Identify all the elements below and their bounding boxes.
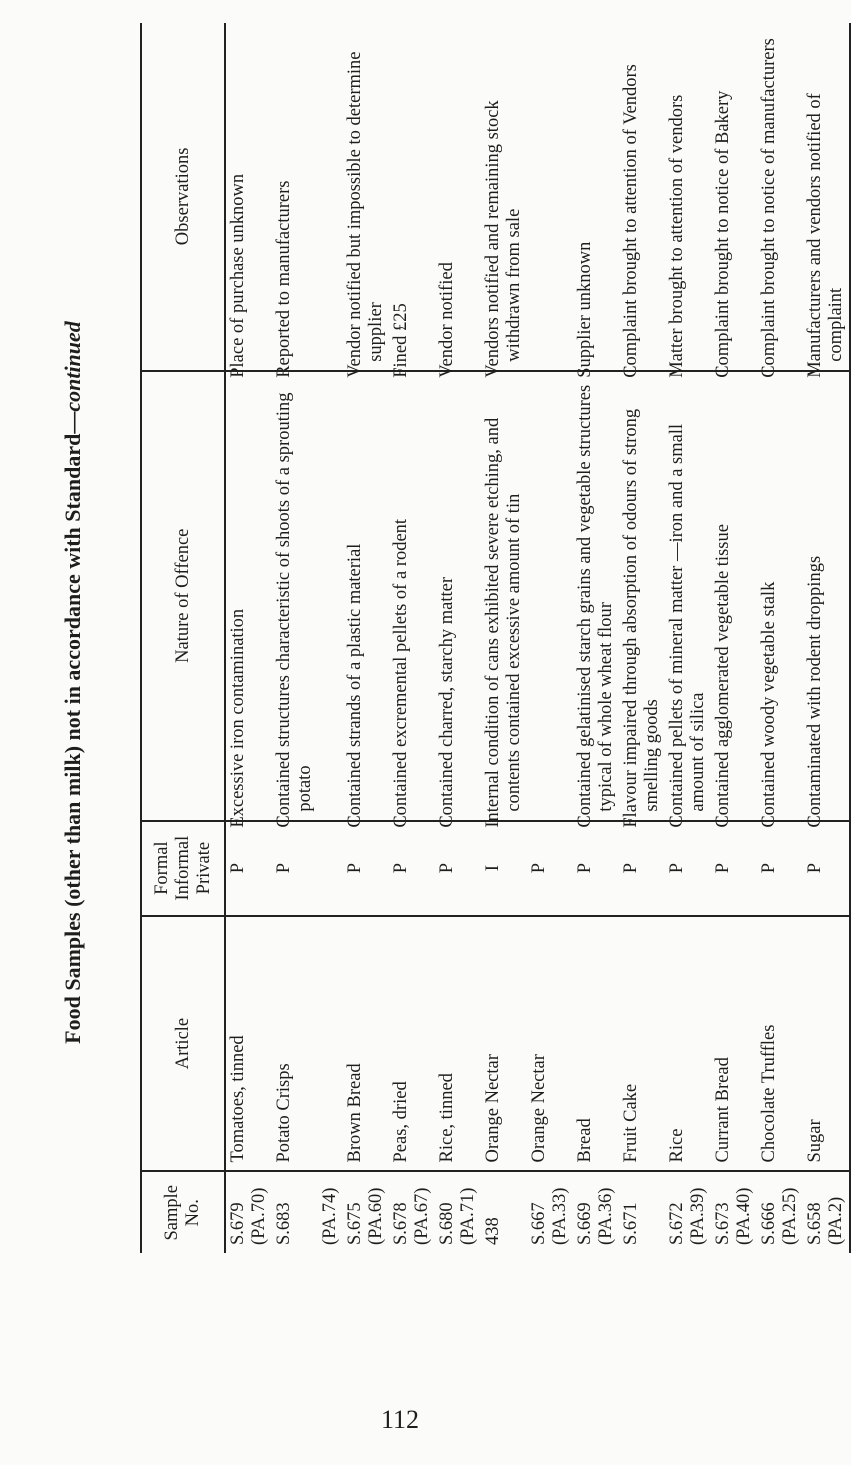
cell-sample-no: S.671 [621, 1202, 641, 1245]
cell-type: P [757, 821, 803, 916]
cell-sample-no: S.675 (PA.60) [345, 1187, 386, 1245]
cell-sample-no: S.680 (PA.71) [437, 1187, 478, 1245]
table-row [343, 23, 389, 1253]
cell-article: Potato Crisps [272, 916, 318, 1172]
table-row [527, 23, 573, 1253]
table-row [573, 23, 619, 1253]
cell-nature: Contained charred, starchy matter [435, 371, 481, 821]
cell-nature: Flavour impaired through absorption of odours of strong smelling goods [619, 371, 665, 821]
cell-article [318, 916, 343, 1172]
cell-nature: Contained agglomerated vegetable tissue [711, 371, 757, 821]
cell-article: Orange Nectar [481, 916, 527, 1172]
cell-article: Bread [573, 916, 619, 1172]
cell-article: Tomatoes, tinned [225, 916, 272, 1172]
cell-nature: Contained excremental pellets of a rodent [389, 371, 435, 821]
cell-nature [527, 371, 573, 821]
table-row [225, 23, 272, 1253]
cell-nature: Excessive iron contamination [225, 371, 272, 821]
cell-article: Fruit Cake [619, 916, 665, 1172]
cell-sample-no: (PA.74) [320, 1187, 340, 1245]
cell-sample-no: S.678 (PA.67) [391, 1187, 432, 1245]
cell-article: Rice [665, 916, 711, 1172]
cell-article: Peas, dried [389, 916, 435, 1172]
cell-observations: Vendors notified and remaining stock withdrawn from sale [481, 23, 527, 371]
table-row [435, 23, 481, 1253]
cell-sample-no: S.673 (PA.40) [713, 1187, 754, 1245]
cell-sample-no: S.683 [274, 1202, 294, 1245]
cell-observations [318, 23, 343, 371]
cell-nature: Contained woody vegetable stalk [757, 371, 803, 821]
title-continued: continued [60, 321, 85, 412]
table-row [389, 23, 435, 1253]
cell-type [318, 821, 343, 916]
cell-sample-no: S.666 (PA.25) [759, 1187, 800, 1245]
samples-table [140, 23, 851, 1253]
cell-type: P [619, 821, 665, 916]
cell-sample-no: S.658 (PA.2) [803, 1171, 850, 1253]
cell-article: Chocolate Truffles [757, 916, 803, 1172]
cell-type: I [481, 821, 527, 916]
header-row [141, 23, 225, 1253]
cell-nature: Contained strands of a plastic material [343, 371, 389, 821]
cell-observations: Matter brought to attention of vendors [665, 23, 711, 371]
page-title [60, 0, 86, 1365]
cell-nature [318, 371, 343, 821]
cell-observations: Complaint brought to notice of Bakery [711, 23, 757, 371]
cell-observations: Vendor notified [435, 23, 481, 371]
cell-article: Sugar [803, 916, 850, 1172]
header-article: Article [141, 916, 225, 1172]
cell-type: P [435, 821, 481, 916]
cell-article: Orange Nectar [527, 916, 573, 1172]
cell-sample-no: S.679 (PA.70) [228, 1187, 269, 1245]
table-row [711, 23, 757, 1253]
cell-sample-no: S.667 (PA.33) [529, 1187, 570, 1245]
cell-sample-no: 438 [483, 1217, 503, 1245]
cell-type: P [573, 821, 619, 916]
header-type: Formal Informal Private [141, 821, 225, 916]
table-body [225, 23, 850, 1253]
cell-nature: Contained gelatinised starch grains and vegetable structures typical of whole wheat flour [573, 371, 619, 821]
cell-type: P [527, 821, 573, 916]
cell-sample-no: S.672 (PA.39) [667, 1187, 708, 1245]
cell-observations: Fined £25 [389, 23, 435, 371]
cell-observations: Reported to manufacturers [272, 23, 318, 371]
table-row [481, 23, 527, 1253]
cell-observations: Supplier unknown [573, 23, 619, 371]
table-row [757, 23, 803, 1253]
header-nature: Nature of Offence [141, 371, 225, 821]
cell-article: Brown Bread [343, 916, 389, 1172]
table-row [803, 23, 850, 1253]
cell-type: P [389, 821, 435, 916]
cell-type: P [343, 821, 389, 916]
cell-observations: Complaint brought to notice of manufacturers [757, 23, 803, 371]
page-number: 112 [380, 1405, 420, 1434]
cell-observations: Complaint brought to attention of Vendors [619, 23, 665, 371]
table-row [619, 23, 665, 1253]
cell-nature: Contained structures characteristic of shoots of a sprouting potato [272, 371, 318, 821]
cell-type: P [272, 821, 318, 916]
cell-observations: Place of purchase unknown [225, 23, 272, 371]
title-main: Food Samples (other than milk) not in accordance with Standard— [60, 411, 85, 1044]
header-observations: Observations [141, 23, 225, 371]
cell-nature: Internal condition of cans exhibited severe etching, and contents contained excessive amount of tin [481, 371, 527, 821]
cell-observations: Vendor notified but impossible to determine supplier [343, 23, 389, 371]
cell-type: P [225, 821, 272, 916]
cell-type: P [711, 821, 757, 916]
cell-type: P [803, 821, 850, 916]
cell-observations [527, 23, 573, 371]
table-row [318, 23, 343, 1253]
cell-nature: Contaminated with rodent droppings [803, 371, 850, 821]
cell-sample-no: S.669 (PA.36) [575, 1187, 616, 1245]
cell-nature: Contained pellets of mineral matter —iron and a small amount of silica [665, 371, 711, 821]
cell-article: Rice, tinned [435, 916, 481, 1172]
table-row [272, 23, 318, 1253]
cell-type: P [665, 821, 711, 916]
header-sample-no: Sample No. [162, 1185, 203, 1241]
cell-observations: Manufacturers and vendors notified of complaint [803, 23, 850, 371]
table-row [665, 23, 711, 1253]
cell-article: Currant Bread [711, 916, 757, 1172]
